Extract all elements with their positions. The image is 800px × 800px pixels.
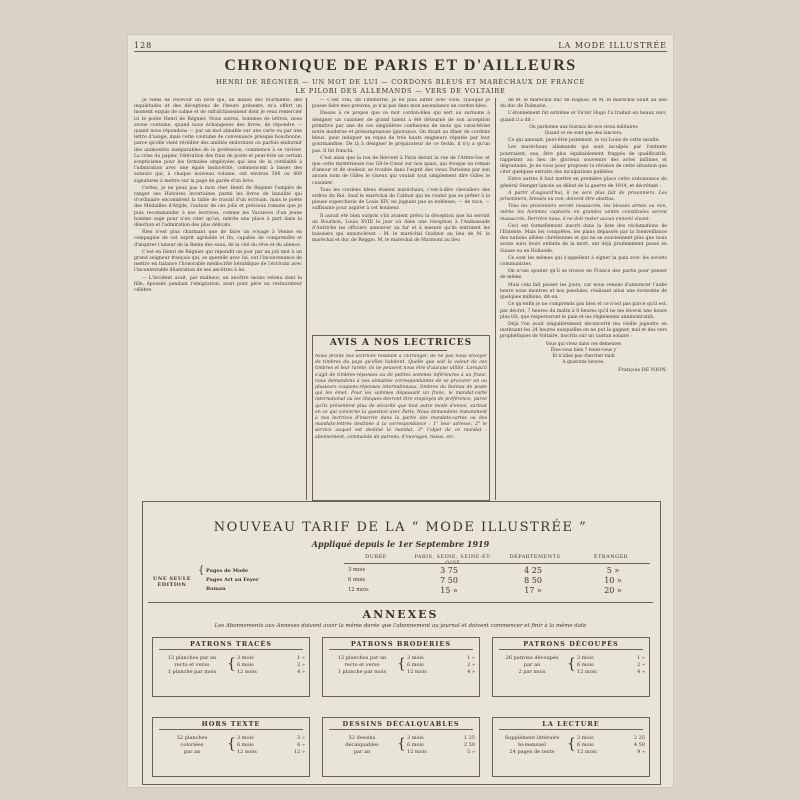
- annex-description: [327, 655, 397, 676]
- annex-price: 2 25: [633, 735, 645, 741]
- edition-part: Pages de Mode: [206, 568, 249, 574]
- annex-price-row: [577, 655, 645, 662]
- annex-desc-line: 12 planches par an: [167, 655, 217, 661]
- annex-description: [497, 655, 567, 676]
- avis-title: AVIS A NOS LECTRICES: [329, 338, 473, 348]
- annex-price-row: [577, 735, 645, 742]
- paris-cell: 3 75: [440, 565, 458, 575]
- journal-page: [128, 35, 673, 787]
- annex-description: [497, 735, 567, 756]
- annex-rule: [499, 649, 643, 650]
- annex-desc-line: 52 dessins: [348, 735, 376, 741]
- verse-line: Vous qui vivez dans ces demeures: [545, 341, 622, 347]
- col-header-duree: DURÉE: [365, 554, 387, 560]
- annex-title: LA LECTURE: [542, 720, 600, 728]
- paragraph: C'est en Henri de Régnier qui répondit un jour par un joli mot à un grand seigneur français qui, se querelle avec lui, eut l'inconvenance de mettre en balance l'honorable médiocrité héraldique de l'écrivain avec l'incontestable illustration de ses ancêtres à lui.: [134, 249, 302, 274]
- annex-desc-line: par an: [523, 662, 541, 668]
- brace-icon: {: [198, 565, 205, 576]
- annex-title: PATRONS DÉCOUPÉS: [523, 640, 619, 648]
- chronique-subtitle-2: LE PILORI DES ALLEMANDS — VERS DE VOLTAIRE: [295, 87, 506, 95]
- edition-label: UNE SEULE ÉDITION: [152, 576, 192, 588]
- annex-price-row: [577, 669, 645, 676]
- annex-duration: 6 mois: [577, 662, 594, 668]
- page-number: 128: [134, 41, 153, 50]
- paragraph: Il aurait été bien surpris s'ils avaient prévu la déception que lui servait un Bourbon, Louis XVIII le jour où dans une réception à l'Ambassade d'Autriche les officiers annoncer au fur et à mesure qu'ils entraient les huissiers qui annoncèrent : M. le maréchal Oudinot au lieu de M. le maréchal et duc de Reggio, M. le maréchal de Marmont au lieu: [312, 213, 490, 244]
- paragraph: Tous les cordons bleus étaient maréchaux, c'est-à-dire chevaliers des ordres du Roi. Sauf le maréchal de Catinat qui ne voulut pas se prêter à la pieuse supercherie de Louis XIV, ne jugeant pas sa noblesse, — de race, — suffisante pour aspirer à cet honneur.: [312, 187, 490, 212]
- annex-price-row: [407, 749, 475, 756]
- verse-line: Quand ce ne sont que des lanciers.: [544, 131, 623, 137]
- annex-desc-line: bi-mensuel: [518, 742, 546, 748]
- annex-price: 5 »: [467, 749, 475, 755]
- annex-price-row: [407, 662, 475, 669]
- verse-line: On pardonne aux fourmis de nos vieux militaires: [529, 124, 638, 130]
- duree-cell: 6 mois: [348, 577, 366, 583]
- annex-duration: 6 mois: [407, 662, 424, 668]
- paragraph: Ce sont les mêmes qui s'appellent à signer la paix avec les soviets communistes.: [500, 255, 667, 268]
- annex-price-row: [577, 749, 645, 756]
- annex-duration: 3 mois: [237, 735, 254, 741]
- annex-rule: [329, 649, 473, 650]
- paragraph: de M. le maréchal duc de Raguse, et M. le maréchal Soult au lieu du duc de Dalmatie.: [500, 98, 667, 110]
- annex-price: 4 50: [633, 742, 645, 748]
- tarif-title: NOUVEAU TARIF DE LA “ MODE ILLUSTRÉE ”: [213, 520, 588, 535]
- verse-line: A quatorze heures.: [562, 360, 605, 366]
- annex-desc-line: 26 patrons découpés: [505, 655, 559, 661]
- paragraph: Disons à ce propos que ce mot cordon-bleu qui sert au surnoms à désigner un cuisinier de grand talent a été détourné de son acception primitive par une de ces singulières confusions de mots qui caractérise notre moderne et présomptueuse ignorance. On disait au dîner de cordons bleus, pour indiquer un repas de très hauts seigneurs réputés par leur gourmandise. De là à désigner le préparateur de ce festin, il n'y a qu'un pas. Il fut franchi.: [312, 111, 490, 154]
- col-header-departements: DÉPARTEMENTS: [509, 554, 561, 560]
- paragraph: Entre autres il faut mettre en première place cette ordonnance du général Stenger lancée au début de la guerre de 1914, et décrétant :: [500, 177, 667, 189]
- annex-duration: 3 mois: [237, 655, 254, 661]
- paris-cell: 7 50: [440, 575, 458, 585]
- annex-price: 2 »: [297, 662, 305, 668]
- paragraph: — C'est vrai, dit l'immortel, je ne puis lutter avec vous. Quoique je puisse faire mes preuves, je n'ai pas dans mon ascendance un cordon-bleu.: [312, 98, 490, 110]
- avis-box: [312, 335, 490, 501]
- annex-desc-line: 1 planche par mois: [337, 669, 387, 675]
- article-column-1: [134, 98, 302, 500]
- annex-title: HORS TEXTE: [201, 720, 261, 728]
- annex-duration: 12 mois: [577, 669, 597, 675]
- annex-desc-line: coloriées: [180, 742, 204, 748]
- annex-duration: 6 mois: [237, 742, 254, 748]
- annex-price: 1 »: [637, 655, 645, 661]
- annex-desc-line: 52 planches: [176, 735, 208, 741]
- annex-price: 12 »: [293, 749, 305, 755]
- annex-price: 4 »: [297, 669, 305, 675]
- annex-duration: 12 mois: [407, 669, 427, 675]
- annex-rule: [329, 729, 473, 730]
- poem-voltaire: [500, 342, 667, 367]
- annex-price: 1 »: [467, 655, 475, 661]
- departements-cell: 4 25: [524, 565, 542, 575]
- annex-price-row: [237, 735, 305, 742]
- header-rule: [344, 563, 650, 564]
- annex-desc-line: recto et verso: [174, 662, 210, 668]
- annex-duration: 6 mois: [577, 742, 594, 748]
- etranger-cell: 20 »: [604, 585, 622, 595]
- paragraph: Certes, je ne peux pas à mon cher Henri de Régnier l'empire de ranger ses Histoires incertaines parmi les livres de banalité qui d'ordinaire encombrent la table de travail d'un écrivain, mais le poète des Médailles d'Argile, l'auteur de ces jolis et précieux romans que je puis recommander à nos lectrices, comme les Vacances d'un jeune homme sage pour n'en citer qu'un, mérite une place à part dans la dilection et l'admiration des plus délicats.: [134, 185, 302, 229]
- annex-duration: 12 mois: [407, 749, 427, 755]
- annex-prices: [237, 655, 305, 676]
- annex-price-row: [577, 662, 645, 669]
- annex-description: [157, 655, 227, 676]
- annex-price-row: [237, 749, 305, 756]
- etranger-cell: 5 »: [606, 565, 620, 575]
- annex-duration: 12 mois: [577, 749, 597, 755]
- annex-box: [152, 717, 310, 777]
- edition-part: Roman: [206, 586, 226, 592]
- annex-title: DESSINS DÉCALQUABLES: [342, 720, 460, 728]
- annex-title: PATRONS BRODERIES: [350, 640, 452, 648]
- annex-price-row: [407, 742, 475, 749]
- annex-price-row: [407, 669, 475, 676]
- tarif-table: [148, 552, 653, 598]
- annex-price: 2 50: [463, 742, 475, 748]
- paragraph: C'est ainsi que la rue de Bercent à Paris devint la rue de l'Arbre-Sec et que cette mystérieuse rue Gît-le-Cœur sur nos quais, qui évoque un roman d'amour et de douleur, se trouble dans l'esprit des vieux Parisiens par son ancien nom de Gilles le Gueux qui voulait tout simplement dire Gilles le cuisinier.: [312, 155, 490, 186]
- tarif-subtitle: Appliqué depuis le 1er Septembre 1919: [311, 539, 490, 549]
- annex-desc-line: par an: [183, 749, 201, 755]
- section-rule: [148, 602, 653, 603]
- annex-desc-line: 24 pages de texte: [509, 749, 555, 755]
- annex-prices: [407, 735, 475, 756]
- paragraph: Ce qu'enfin je ne comprends pas bien et ce n'est pas parce qu'il est, par décret, 7 heures du matin à 8 heures qu'il ne me lèverai une heure plus tôt, que respecteront le pain et les règlements administratifs.: [500, 302, 667, 320]
- annex-rule: [499, 729, 643, 730]
- annex-price: 1 25: [463, 735, 475, 741]
- signature: François DE NION.: [618, 367, 667, 374]
- annex-price: 2 »: [467, 662, 475, 668]
- annex-title: PATRONS TRACÉS: [189, 640, 272, 648]
- paragraph: Mais cela fait passer les jours, car nous venons d'annoncer l'aube heure nous montres et nos pendules, réalisant ainsi une économie de quelques millions, dit-on.: [500, 282, 667, 301]
- annex-box: [492, 717, 650, 777]
- annex-rule: [159, 729, 303, 730]
- col-header-etranger: ÉTRANGER: [593, 554, 629, 560]
- quotation: Tous les prisonniers seront massacrés, les blessés armés ou non, même les hommes capturés en grandes unités constituées seront massacrés. Derrière nous, il ne doit rester aucun ennemi vivant.: [500, 204, 667, 222]
- annex-duration: 6 mois: [407, 742, 424, 748]
- annex-prices: [577, 655, 645, 676]
- annex-price: 6 »: [297, 742, 305, 748]
- annex-description: [327, 735, 397, 756]
- brace-icon: {: [567, 736, 576, 752]
- annex-desc-line: Supplément littéraire: [504, 735, 560, 741]
- brace-icon: {: [227, 656, 236, 672]
- annex-duration: 12 mois: [237, 749, 257, 755]
- annex-price-row: [237, 662, 305, 669]
- annex-price: 4 »: [467, 669, 475, 675]
- paragraph: — L'incident avait, par malheur, un ancêtre moins retenu dont la fille, épousée pendant l'émigration, avait pour père un restaurateur célèbre.: [134, 275, 302, 294]
- paragraph: Ce qui amusait, peut-être justement, le roi Louis de cette insulte.: [508, 138, 661, 144]
- paragraph: Déjà l'on avait singulièrement déconcerté ma vieille jugeotte en instituant les 24 heures auxquelles on ne put la gagner, mal et des vers prophétiques de Voltaire, inscrits sur un cadran solaire :: [500, 321, 667, 340]
- quotation: A partir d'aujourd'hui, il ne sera plus fait de prisonniers. Les prisonniers, blessés ou non, doivent être abattus.: [500, 190, 667, 203]
- table-row: [346, 585, 652, 595]
- annex-prices: [577, 735, 645, 756]
- avis-text: Nous prions nos lectrices résidant à l'Étranger, de ne pas nous envoyer de timbres du pays qu'elles habitent. Quelle que soit la valeur de ces timbres et leur rareté, ils ne peuvent nous être d'aucune utilité. Lorsqu'il s'agit de timbres-réponses ou de petites sommes inférieures à un franc, nous demandons à nos aimables correspondantes de se procurer un ou plusieurs coupons-réponses internationaux, timbres du bureau de poste qui les émet. Pour les sommes dépassant un franc, le mandat-carte international ou les chèques devront être employés de préférence, parce qu'ils présentent plus de sécurité que tout autre mode d'envoi, surtout en ce qui concerne la question avec Paris. Nous demandons instamment à nos lectrices d'inscrire dans la partie des mandats-cartes ou des mandats-lettres destinée à la correspondance : 1° leur adresse, 2° le service auquel est destiné le mandat, 3° l'objet de ce mandat : abonnement, commande de patrons, d'ouvrages, tissus, etc.: [315, 354, 487, 440]
- journal-name: LA MODE ILLUSTRÉE: [558, 41, 667, 50]
- annex-description: [157, 735, 227, 756]
- chronique-title: CHRONIQUE DE PARIS ET D'AILLEURS: [224, 57, 577, 74]
- annex-duration: 3 mois: [407, 655, 424, 661]
- etranger-cell: 10 »: [604, 575, 622, 585]
- brace-icon: {: [397, 736, 406, 752]
- duree-cell: 12 mois: [348, 587, 369, 593]
- poem-hugo: [500, 125, 667, 137]
- brace-icon: {: [397, 656, 406, 672]
- annex-box: [322, 717, 480, 777]
- paragraph: Rien n'est plus charmant que de faire un voyage à Venise en compagnie de cet esprit agréable et fin, capable de comprendre et d'inspirer l'amour de la Reine des eaux, de la cité du rêve et du silence.: [134, 230, 302, 248]
- chronique-subtitle-1: HENRI DE RÉGNIER — UN MOT DE LUI — CORDONS BLEUS ET MARÉCHAUX DE FRANCE: [215, 78, 586, 86]
- header-rule: [134, 51, 667, 52]
- annex-price: 1 »: [297, 655, 305, 661]
- annex-duration: 3 mois: [577, 655, 594, 661]
- paragraph: L'étonnement fut extrême et Victor Hugo l'a traduit en beaux vers, quand il a dit :: [500, 111, 667, 123]
- annex-prices: [407, 655, 475, 676]
- edition-parts: [206, 567, 259, 594]
- annexes-note: Les Abonnements aux Annexes doivent avoir la même durée que l'abonnement au journal et doivent commencer et finir à la même date: [214, 623, 587, 629]
- verse-line: Et n'allez pas chercher midi: [552, 353, 615, 359]
- annex-price: 9 »: [637, 749, 645, 755]
- brace-icon: {: [567, 656, 576, 672]
- edition-part: Pages Art au Foyer: [206, 577, 259, 583]
- annex-duration: 6 mois: [237, 662, 254, 668]
- paris-cell: 15 »: [440, 585, 458, 595]
- table-row: [346, 565, 652, 575]
- avis-rule: [355, 350, 447, 351]
- annex-desc-line: décalquables: [345, 742, 379, 748]
- paragraph: Ceci est formellement inscrit dans la liste des réclamations de l'Entente. Mais les conquêtes, les plans dépassés par la bienveillance des nations alliées chrétiennes et qui ne se souviennent plus que nous avons suivi leurs enfants de la mort, ont déjà prudemment passé en Suisse ou en Hollande.: [500, 223, 667, 254]
- annex-price: 2 »: [637, 662, 645, 668]
- annex-price-row: [237, 655, 305, 662]
- article-column-2: [312, 98, 490, 330]
- paragraph: Les maréchaux allemands qui sont inculpés par l'entente pourraient, eux, être plus équitablement frappés de qualificatifs, rappelant au lieu de glorieux souvenirs des actes infâmes et dégradants. Je ne vous pour proposer la révision de cette situation que citer quelques extraits des inculpations publiées.: [500, 145, 667, 176]
- duree-cell: 3 mois: [348, 567, 366, 573]
- annex-price-row: [577, 742, 645, 749]
- paragraph: Je viens de recevoir un livre qui, au milieu des tourments, des inquiétudes et des déceptions de l'heure présente, m'a offert un moment exquis de calme et de rafraîchissement dont je veux remercier ici le poète Henri de Régnier. Nous autres, hommes de lettres, nous avons coutume, quand nous échangeons des livres, de répondre — quand nous répondons — par un mot aimable sur une carte ou par une lettre d'usage, mais cette coutume de convenance presque bouchonne, parce qu'elle vient révéiller des amitiés endormies ou parfois endormir des animosités inséparables de la profession, commence à se raviver. La crise du papier, l'élévation des frais de poste et peut-être un certain scepticisme pour les formules employées qui issu de la cordialité à l'admiration avec une égale insincérité, commencent à lasser des auteurs qui, à chaque nouveau volume, ont environ 300 ou 400 signatures à mettre sur la page de garde d'un livre.: [134, 98, 302, 184]
- annex-desc-line: 12 planches par an: [337, 655, 387, 661]
- annex-price: 4 »: [637, 669, 645, 675]
- verse-line: Êtes-vous bien ? tenez-vous y: [550, 347, 617, 353]
- annex-desc-line: par an: [353, 749, 371, 755]
- departements-cell: 8 50: [524, 575, 542, 585]
- table-row: [346, 575, 652, 585]
- annex-price-row: [237, 669, 305, 676]
- annex-duration: 3 mois: [407, 735, 424, 741]
- annex-price-row: [407, 655, 475, 662]
- annex-box: [322, 637, 480, 697]
- annexes-title: ANNEXES: [362, 608, 439, 621]
- paragraph: On n'ose ajouter qu'il se trouve en France des partis pour penser de même.: [500, 269, 667, 281]
- annex-desc-line: recto et verso: [344, 662, 380, 668]
- annex-prices: [237, 735, 305, 756]
- col-header-paris: PARIS, SEINE, SEINE-ET-: [414, 554, 492, 560]
- column-divider: [306, 98, 307, 500]
- annex-duration: 12 mois: [237, 669, 257, 675]
- price-table: [346, 565, 652, 595]
- annex-box: [152, 637, 310, 697]
- annex-desc-line: 1 planche par mois: [167, 669, 217, 675]
- column-divider: [495, 98, 496, 500]
- departements-cell: 17 »: [524, 585, 542, 595]
- annex-price-row: [237, 742, 305, 749]
- annex-price-row: [407, 735, 475, 742]
- annex-desc-line: 2 par mois: [518, 669, 546, 675]
- annex-box: [492, 637, 650, 697]
- annex-rule: [159, 649, 303, 650]
- annex-duration: 3 mois: [577, 735, 594, 741]
- annex-price: 3 »: [297, 735, 305, 741]
- brace-icon: {: [227, 736, 236, 752]
- article-column-3: [500, 98, 667, 500]
